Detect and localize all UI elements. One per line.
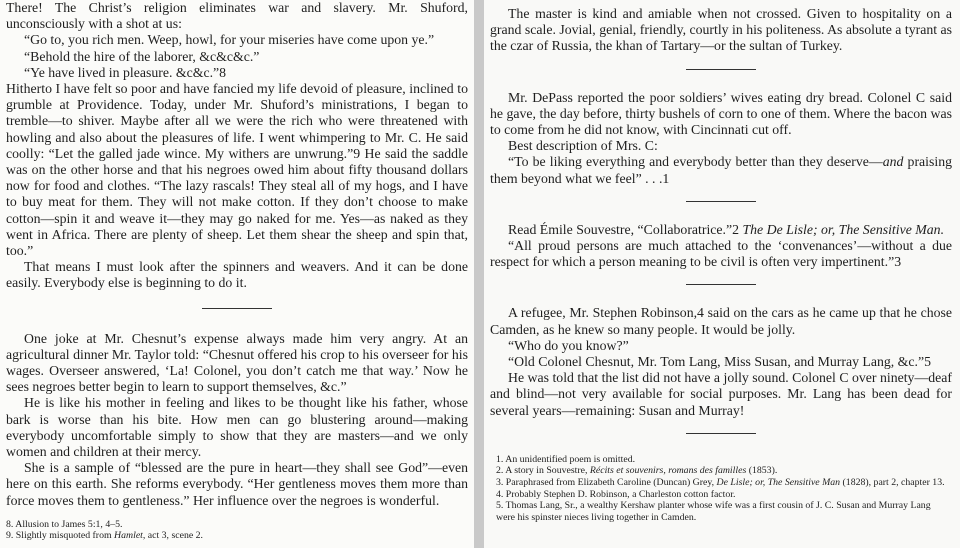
footnotes: [6, 519, 468, 542]
paragraph: There! The Christ’s religion eliminates war and slavery. Mr. Shuford, unconsciously with a shot at us:: [6, 0, 468, 32]
paragraph: Hitherto I have felt so poor and have fancied my life devoid of pleasure, inclined to grumble at Providence. Today, under Mr. Shuford’s ministrations, I began to tremble—to shiver. Maybe after all we were the rich who were threatened with howling and also about the pleasures of life. I went whimpering to Mr. C. He said coolly: “Let the galled jade wince. My withers are unwrung.”9 He said the saddle was on the other horse and that his negroes owed him about fifty thousand dollars now for food and clothes. “The lazy rascals! They steal all of my hogs, and I have to buy meat for them. They will not make cotton. If they don’t choose to make cotton—spin it and weave it—they may go naked for me. Yes—as naked as they went in Africa. There are plenty of sheep. Let them shear the sheep and spin that, too.”: [6, 81, 468, 259]
section-divider: [686, 69, 756, 70]
footnote: 4. Probably Stephen D. Robinson, a Charleston cotton factor.: [496, 488, 736, 500]
paragraph: He was told that the list did not have a jolly sound. Colonel C over ninety—deaf and blind—not very available for social purposes. Mr. Lang has been dead for several years—remaining: Susan and Murray!: [490, 370, 952, 418]
footnote: 5. Thomas Lang, Sr., a wealthy Kershaw planter whose wife was a first cousin of J. C. Susan and Murray Lang were his spinster nieces living together in Camden.: [496, 500, 931, 523]
quotation: “Behold the hire of the laborer, &c&c&c.”: [24, 48, 260, 64]
paragraph: He is like his mother in feeling and likes to be thought like his father, whose bark is worse than his bite. How men can go blustering around—making everybody uncomfortable simply to show that they are masters—and we only women and children at their mercy.: [6, 395, 468, 460]
left-page: [0, 0, 474, 548]
paragraph: She is a sample of “blessed are the pure in heart—they shall see God”—even here on this earth. She reforms everybody. “Her gentleness moves them more than force moves them to gentleness.” Her influence over the negroes is wonderful.: [6, 460, 468, 508]
section-divider: [686, 433, 756, 434]
paragraph: The master is kind and amiable when not crossed. Given to hospitality on a grand scale. Jovial, genial, friendly, courtly in his politeness. As absolute a tyrant as the czar of Russia, the khan of Tartary—or the sultan of Turkey.: [490, 6, 952, 54]
paragraph: A refugee, Mr. Stephen Robinson,4 said on the cars as he came up that he chose Camden, as he knew so many people. It would be jolly.: [490, 305, 952, 337]
quotation: “Who do you know?”: [508, 337, 629, 353]
quotation: “Ye have lived in pleasure. &c&c.”8: [24, 64, 227, 80]
quotation: “All proud persons are much attached to the ‘convenances’—without a due respect for which a person meaning to be civil is often very impertinent.”3: [490, 238, 952, 270]
paragraph: One joke at Mr. Chesnut’s expense always made him very angry. At an agricultural dinner Mr. Taylor told: “Chesnut offered his crop to his overseer for his wages. Overseer answered, ‘La! Colonel, you don’t catch me that way.’ Now he sees negroes better begin to learn to support themselves, &c.”: [6, 330, 468, 395]
paragraph: Mr. DePass reported the poor soldiers’ wives eating dry bread. Colonel C said he gave, the day before, thirty bushels of corn to one of them. Where the bacon was to come from he did not know, with Cincinnati cut off.: [490, 89, 952, 138]
footnote: 2. A story in Souvestre, Récits et souvenirs, romans des familles (1853).: [496, 465, 778, 477]
footnote: 8. Allusion to James 5:1, 4–5.: [6, 518, 123, 530]
section-divider: [202, 308, 272, 309]
footnote: 1. An unidentified poem is omitted.: [496, 453, 636, 465]
section-divider: [686, 284, 756, 285]
paragraph: Best description of Mrs. C:: [508, 138, 658, 154]
page-gutter: [474, 0, 484, 548]
footnotes: [490, 454, 952, 524]
right-page: [484, 0, 960, 548]
quotation: “To be liking everything and everybody better than they deserve—and praising them beyond what we feel” . . .1: [490, 154, 952, 186]
footnote: 3. Paraphrased from Elizabeth Caroline (Duncan) Grey, De Lisle; or, The Sensitive Man (1828), part 2, chapter 13.: [496, 477, 945, 489]
quotation: “Go to, you rich men. Weep, howl, for your miseries have come upon ye.”: [24, 32, 435, 48]
section-divider: [686, 201, 756, 202]
paragraph: That means I must look after the spinners and weavers. And it can be done easily. Everybody else is beginning to do it.: [6, 259, 468, 291]
paragraph: Read Émile Souvestre, “Collaboratrice.”2 The De Lisle; or, The Sensitive Man.: [508, 221, 945, 237]
footnote: 9. Slightly misquoted from Hamlet, act 3, scene 2.: [6, 530, 204, 542]
quotation: “Old Colonel Chesnut, Mr. Tom Lang, Miss Susan, and Murray Lang, &c.”5: [508, 354, 931, 370]
